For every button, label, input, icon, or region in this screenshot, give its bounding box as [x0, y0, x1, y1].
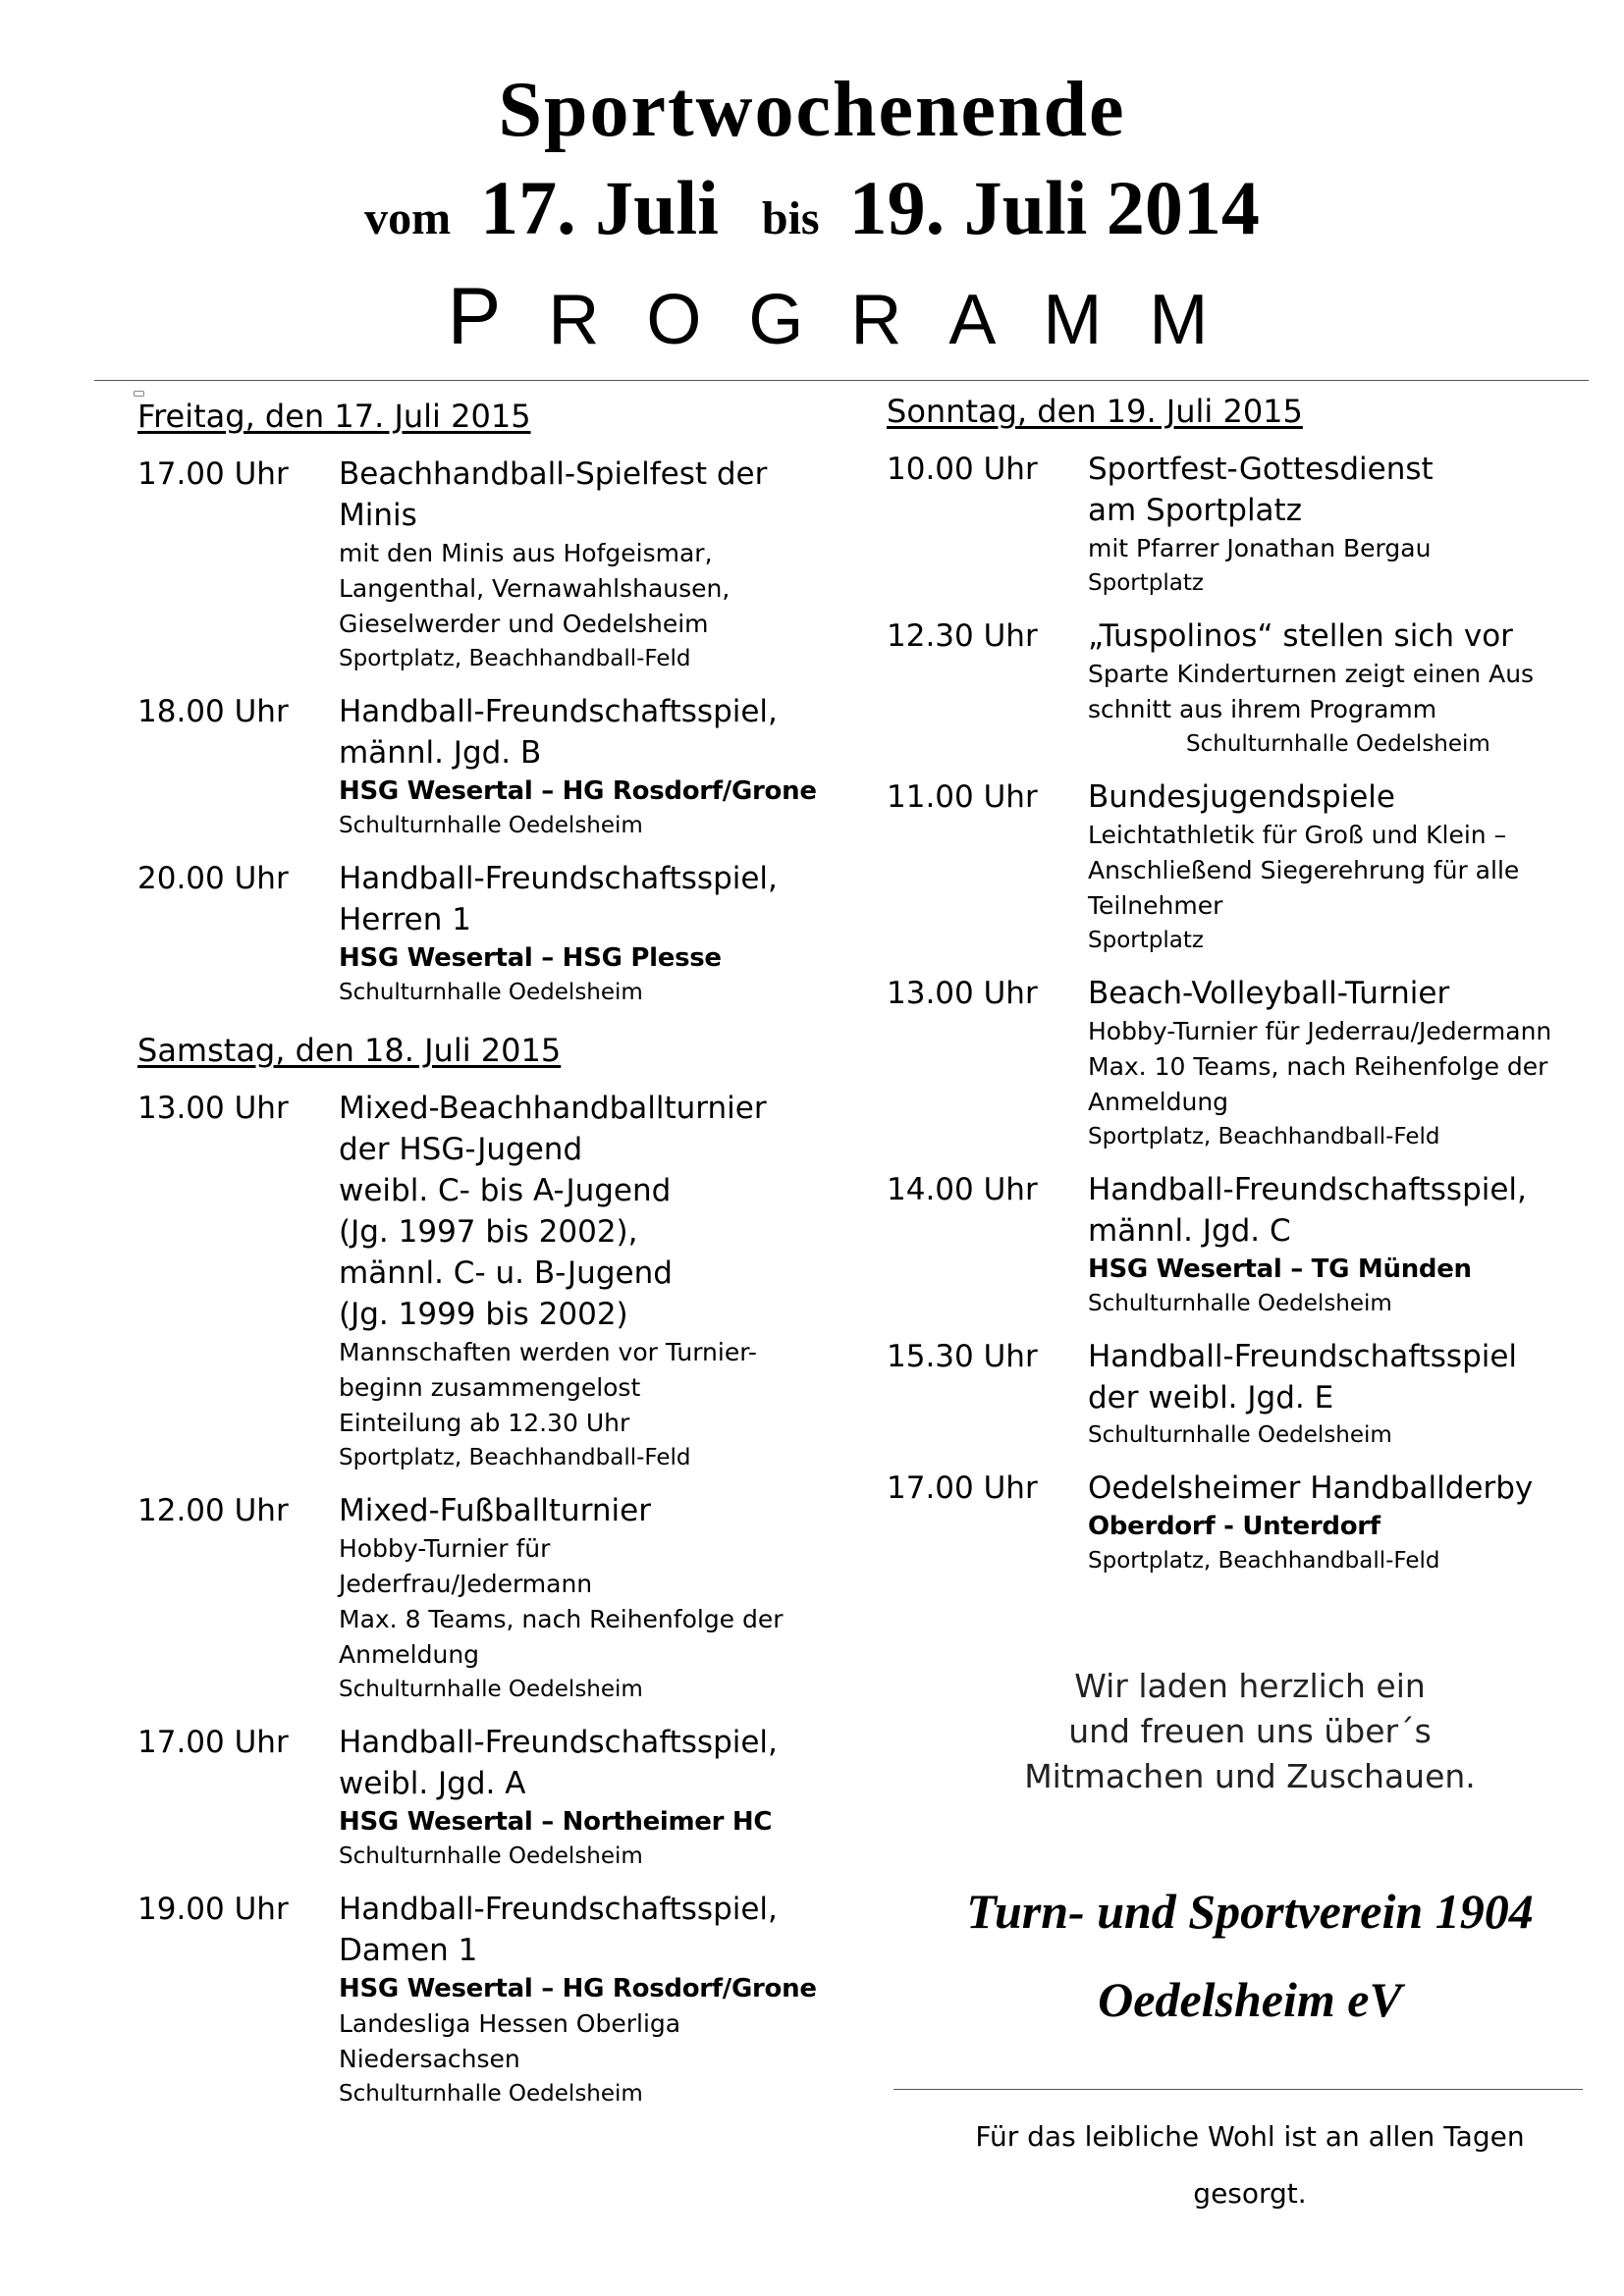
date-range	[0, 159, 1624, 268]
event-note: Sparte Kinderturnen zeigt einen Aus	[1088, 660, 1535, 688]
event-time: 12.30 Uhr	[887, 618, 1038, 654]
event-title: Damen 1	[339, 1933, 478, 1968]
event-item	[137, 691, 864, 842]
event-time: 10.00 Uhr	[887, 452, 1038, 487]
event-time: 12.00 Uhr	[137, 1493, 289, 1528]
event-note: Anmeldung	[339, 1640, 480, 1669]
event-time: 14.00 Uhr	[887, 1172, 1038, 1207]
event-title: Handball-Freundschaftsspiel	[1088, 1339, 1518, 1374]
event-title: Handball-Freundschaftsspiel,	[1088, 1172, 1527, 1207]
event-detail: (Jg. 1997 bis 2002),	[339, 1214, 638, 1250]
date-vom: vom	[364, 192, 452, 244]
event-title: weibl. Jgd. A	[339, 1766, 526, 1801]
event-item	[137, 1722, 864, 1873]
event-item	[887, 776, 1613, 957]
event-match: Oberdorf - Unterdorf	[1088, 1512, 1380, 1541]
event-time: 17.00 Uhr	[887, 1470, 1038, 1506]
event-title: der weibl. Jgd. E	[1088, 1380, 1334, 1415]
event-title: Handball-Freundschaftsspiel,	[339, 1892, 778, 1927]
event-location: Sportplatz, Beachhandball-Feld	[339, 1445, 691, 1470]
event-note: Leichtathletik für Groß und Klein –	[1088, 821, 1507, 849]
closing-message	[887, 1664, 1613, 1799]
event-item	[137, 858, 864, 1009]
event-item	[887, 1468, 1613, 1577]
footer-line: Für das leibliche Wohl ist an allen Tagen	[975, 2120, 1525, 2153]
club-name-line2: Oedelsheim eV	[1098, 1972, 1402, 2027]
programm-heading	[0, 273, 1624, 364]
event-item	[887, 1169, 1613, 1320]
event-note: mit den Minis aus Hofgeismar,	[339, 539, 713, 567]
right-column	[887, 390, 1613, 1593]
footer-note	[887, 2109, 1613, 2222]
event-location: Sportplatz	[1088, 928, 1204, 953]
event-note: Mannschaften werden vor Turnier-	[339, 1338, 757, 1366]
event-title: Mixed-Beachhandballturnier	[339, 1091, 767, 1126]
event-item	[887, 973, 1613, 1153]
event-note: Anschließend Siegerehrung für alle	[1088, 856, 1520, 884]
event-time: 17.00 Uhr	[137, 456, 289, 492]
event-item	[887, 615, 1613, 761]
event-detail: männl. C- u. B-Jugend	[339, 1255, 673, 1291]
event-note: Max. 10 Teams, nach Reihenfolge der	[1088, 1052, 1548, 1081]
event-location: Schulturnhalle Oedelsheim	[339, 813, 643, 838]
event-time: 20.00 Uhr	[137, 861, 289, 896]
event-detail: weibl. C- bis A-Jugend	[339, 1173, 672, 1208]
event-location: Schulturnhalle Oedelsheim	[1088, 1291, 1392, 1316]
event-title: Handball-Freundschaftsspiel,	[339, 1725, 778, 1760]
event-location: Schulturnhalle Oedelsheim	[339, 1677, 643, 1702]
event-detail: (Jg. 1999 bis 2002)	[339, 1297, 628, 1332]
event-location: Schulturnhalle Oedelsheim	[1088, 1422, 1392, 1448]
day-heading: Samstag, den 18. Juli 2015	[137, 1032, 562, 1069]
programm-rest: ROGRAMM	[548, 281, 1256, 359]
event-location: Sportplatz	[1088, 570, 1204, 596]
event-title: Herren 1	[339, 902, 471, 937]
event-note: Teilnehmer	[1088, 891, 1223, 920]
event-note: Landesliga Hessen Oberliga Niedersachsen	[339, 2009, 681, 2073]
programm-first-letter: P	[447, 272, 549, 361]
date-bis: bis	[761, 192, 820, 244]
event-item	[137, 1889, 864, 2110]
event-time: 11.00 Uhr	[887, 779, 1038, 815]
event-title: Handball-Freundschaftsspiel,	[339, 861, 778, 896]
page-title: Sportwochenende	[498, 67, 1126, 153]
event-title: Beach-Volleyball-Turnier	[1088, 976, 1450, 1011]
event-title: männl. Jgd. C	[1088, 1213, 1291, 1249]
date-end: 19. Juli 2014	[848, 165, 1260, 250]
event-note: Hobby-Turnier für	[339, 1534, 551, 1563]
event-time: 17.00 Uhr	[137, 1725, 289, 1760]
event-location: Sportplatz, Beachhandball-Feld	[339, 646, 691, 671]
event-location: Sportplatz, Beachhandball-Feld	[1088, 1548, 1440, 1574]
event-note: Max. 8 Teams, nach Reihenfolge der	[339, 1605, 784, 1633]
day-heading: Freitag, den 17. Juli 2015	[137, 398, 531, 435]
event-time: 18.00 Uhr	[137, 694, 289, 729]
event-time: 19.00 Uhr	[137, 1892, 289, 1927]
event-note: Hobby-Turnier für Jederrau/Jedermann	[1088, 1017, 1552, 1045]
closing-line: Wir laden herzlich ein	[1074, 1667, 1426, 1705]
closing-line: Mitmachen und Zuschauen.	[1024, 1757, 1476, 1795]
event-note: Jederfrau/Jedermann	[339, 1570, 593, 1598]
event-title: Minis	[339, 498, 417, 533]
event-match: HSG Wesertal – HG Rosdorf/Grone	[339, 776, 817, 806]
event-title: Bundesjugendspiele	[1088, 779, 1395, 815]
day-heading: Sonntag, den 19. Juli 2015	[887, 393, 1303, 430]
footer-line: gesorgt.	[1193, 2177, 1307, 2210]
event-time: 13.00 Uhr	[137, 1091, 289, 1126]
event-location: Schulturnhalle Oedelsheim	[339, 2081, 643, 2107]
event-title: Beachhandball-Spielfest der	[339, 456, 768, 492]
event-title: männl. Jgd. B	[339, 735, 542, 771]
event-title: Handball-Freundschaftsspiel,	[339, 694, 778, 729]
event-title: „Tuspolinos“ stellen sich vor	[1088, 618, 1513, 654]
event-item	[137, 1490, 864, 1706]
event-title: Oedelsheimer Handballderby	[1088, 1470, 1534, 1506]
event-time: 15.30 Uhr	[887, 1339, 1038, 1374]
left-column	[137, 395, 864, 2126]
event-item	[137, 1088, 864, 1474]
event-time: 13.00 Uhr	[887, 976, 1038, 1011]
event-note: Einteilung ab 12.30 Uhr	[339, 1409, 630, 1437]
event-match: HSG Wesertal – TG Münden	[1088, 1255, 1472, 1284]
event-title: Mixed-Fußballturnier	[339, 1493, 651, 1528]
event-note: beginn zusammengelost	[339, 1373, 641, 1402]
event-match: HSG Wesertal – Northeimer HC	[339, 1807, 773, 1837]
event-location: Schulturnhalle Oedelsheim	[339, 980, 643, 1005]
event-note: Gieselwerder und Oedelsheim	[339, 610, 709, 638]
date-start: 17. Juli	[480, 165, 719, 250]
event-note: mit Pfarrer Jonathan Bergau	[1088, 534, 1432, 562]
event-title: am Sportplatz	[1088, 493, 1302, 528]
event-item	[887, 1336, 1613, 1452]
event-note: Langenthal, Vernawahlshausen,	[339, 574, 731, 603]
header-divider	[94, 380, 1589, 381]
event-match: HSG Wesertal – HSG Plesse	[339, 943, 722, 973]
event-note: schnitt aus ihrem Programm	[1088, 695, 1437, 723]
footer-divider	[893, 2089, 1583, 2090]
event-title: der HSG-Jugend	[339, 1132, 583, 1167]
event-match: HSG Wesertal – HG Rosdorf/Grone	[339, 1974, 817, 2003]
event-item	[887, 449, 1613, 600]
event-location: Sportplatz, Beachhandball-Feld	[1088, 1124, 1440, 1149]
closing-line: und freuen uns über´s	[1068, 1712, 1432, 1750]
event-item	[137, 454, 864, 675]
event-location: Schulturnhalle Oedelsheim	[1186, 731, 1490, 757]
event-location: Schulturnhalle Oedelsheim	[339, 1843, 643, 1869]
club-name-line1: Turn- und Sportverein 1904	[966, 1884, 1534, 1939]
event-note: Anmeldung	[1088, 1088, 1229, 1116]
event-title: Sportfest-Gottesdienst	[1088, 452, 1434, 487]
